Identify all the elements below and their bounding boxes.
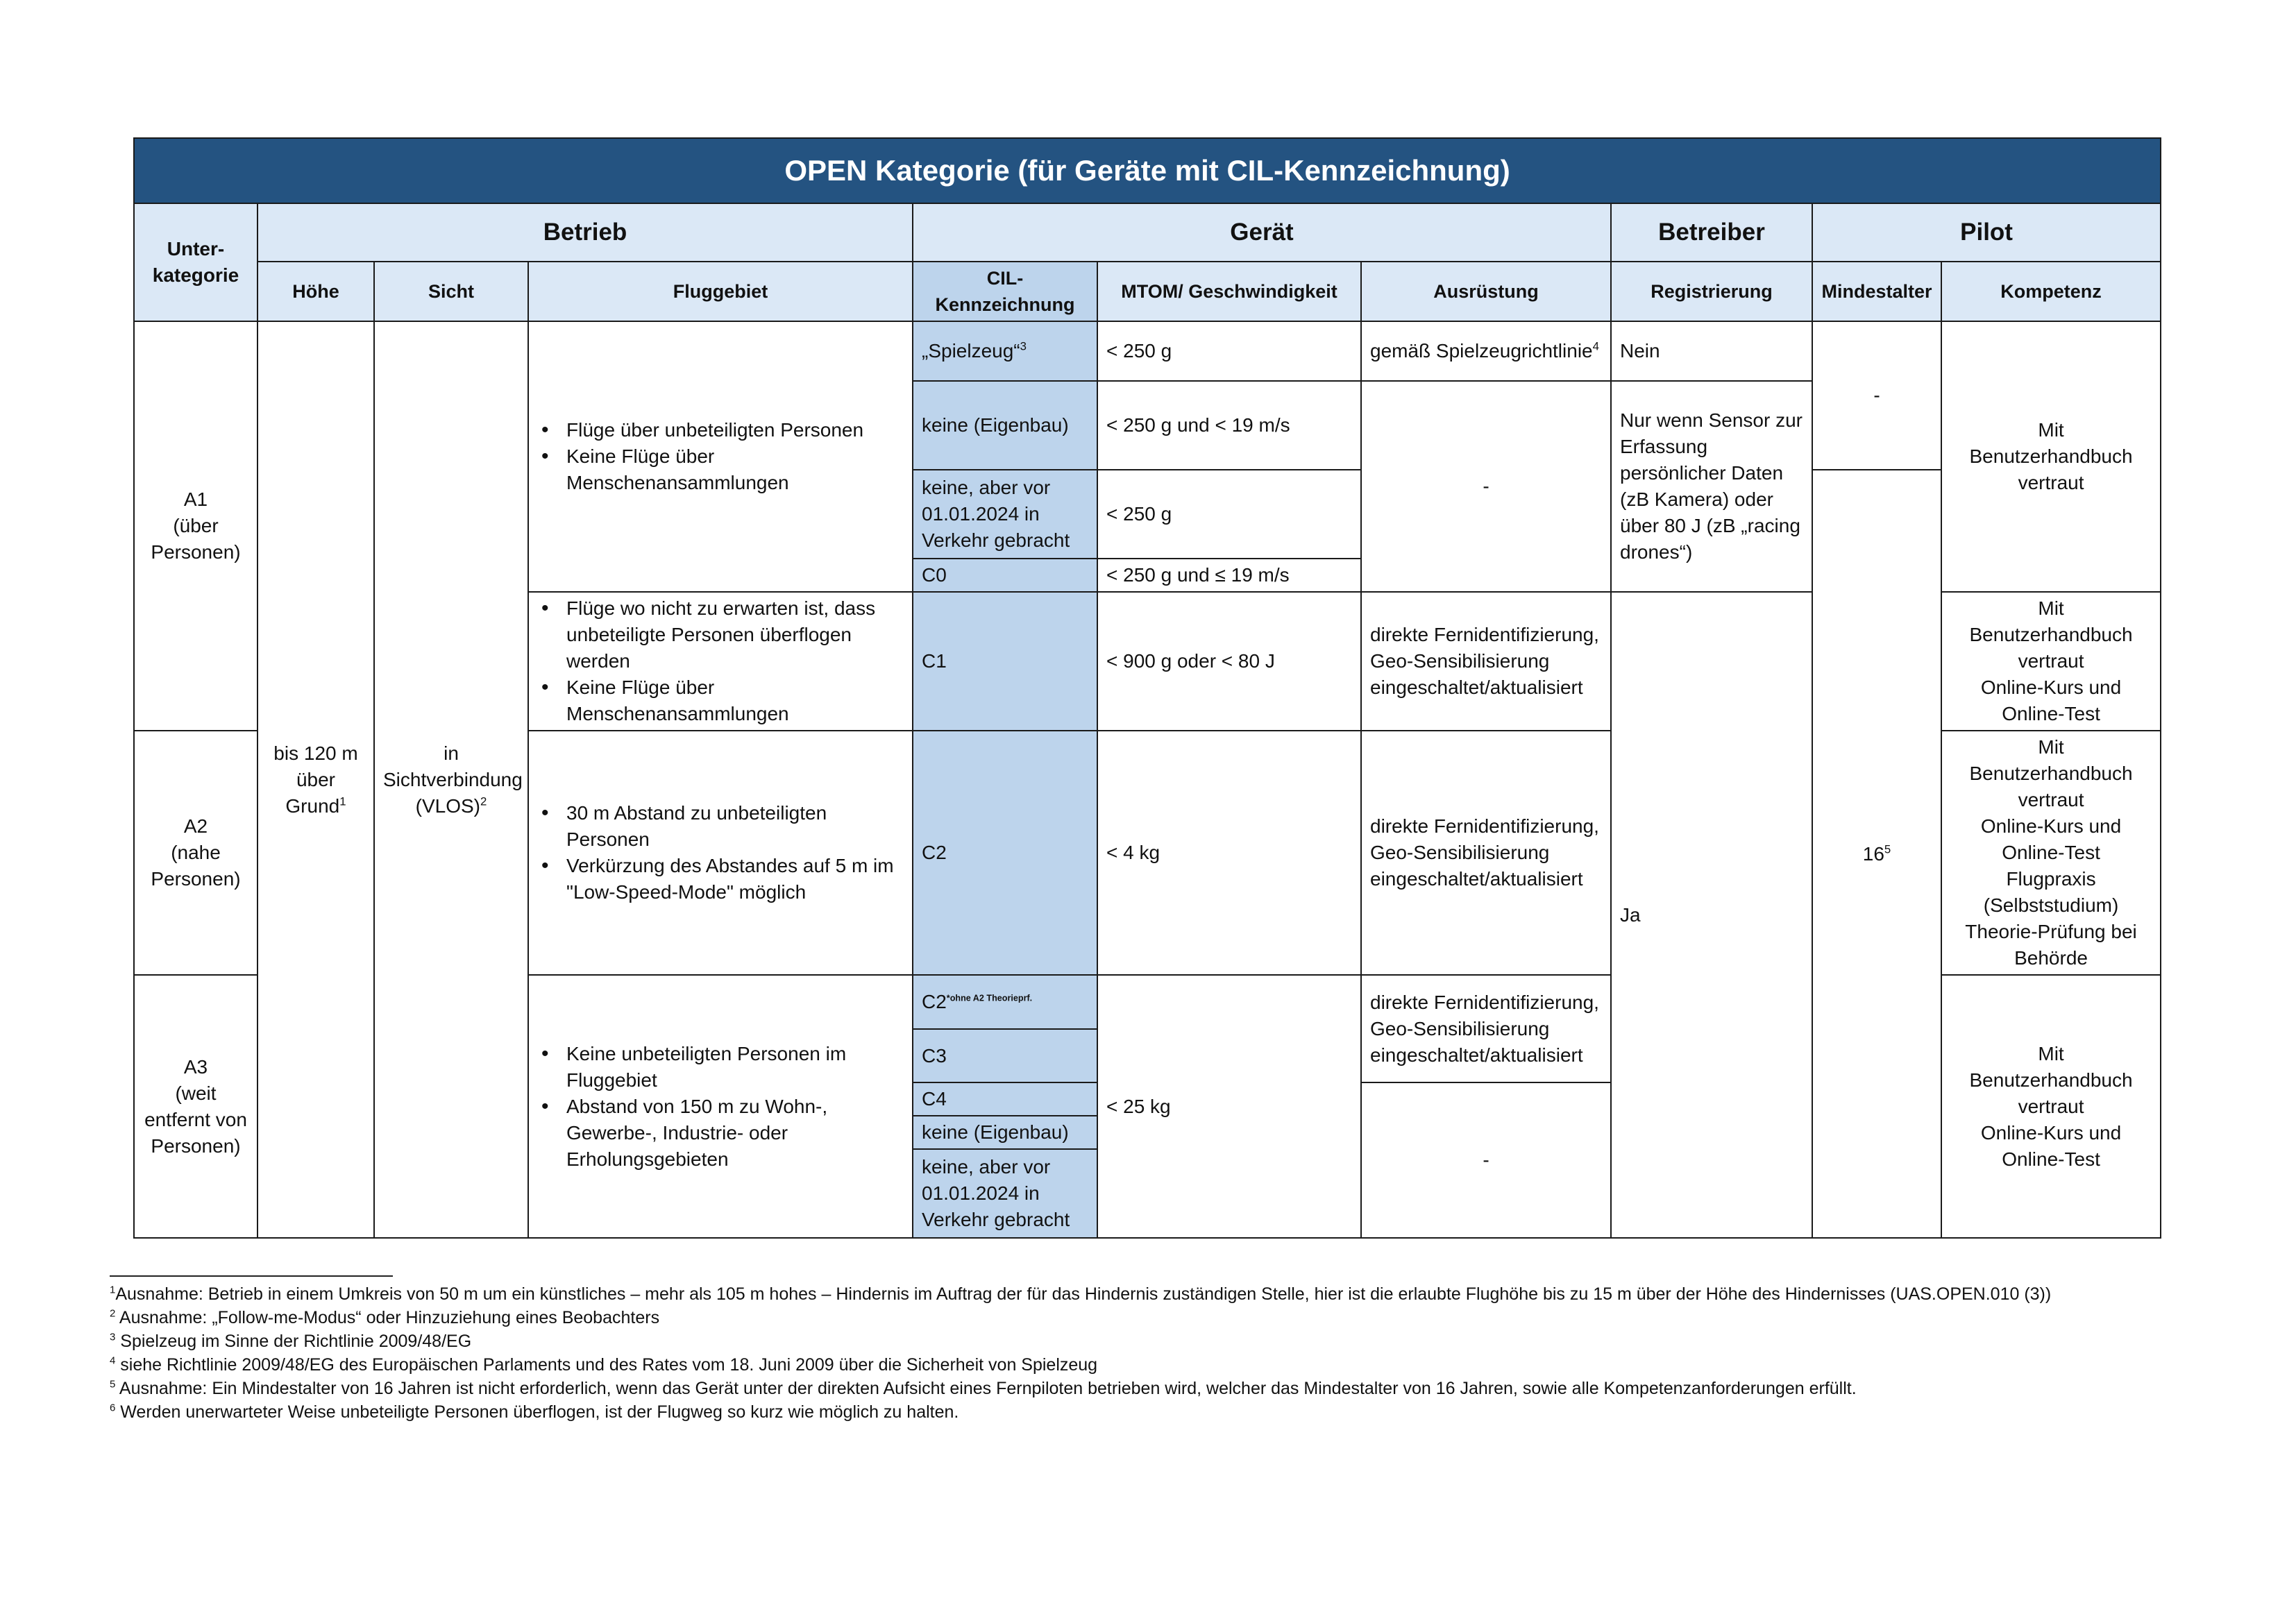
subcategory-a1-desc: (über Personen) xyxy=(151,515,241,563)
kompetenz-line: vertraut xyxy=(2018,789,2084,810)
header-betreiber: Betreiber xyxy=(1611,203,1812,262)
mtom-eigenbau: < 250 g und < 19 m/s xyxy=(1097,381,1361,470)
hoehe-value xyxy=(258,321,374,1238)
sicht-footnote-mark: 2 xyxy=(480,794,487,808)
subcategory-a3-desc: (weit entfernt von Personen) xyxy=(144,1082,247,1157)
sicht-text: in Sichtverbindung (VLOS) xyxy=(383,742,523,817)
cil-eigenbau-a3: keine (Eigenbau) xyxy=(913,1116,1097,1149)
footnote-mark: 6 xyxy=(110,1402,116,1414)
subcategory-a2 xyxy=(134,731,258,975)
kompetenz-line: vertraut xyxy=(2018,650,2084,672)
subcategory-a1 xyxy=(134,321,258,731)
footnote-5 xyxy=(110,1377,2192,1400)
kompetenz-line: Online-Kurs und xyxy=(1980,677,2122,698)
mtom-spielzeug: < 250 g xyxy=(1097,321,1361,381)
footnote-mark: 4 xyxy=(110,1354,116,1367)
col-registrierung: Registrierung xyxy=(1611,262,1812,321)
ausruestung-dash-a1: - xyxy=(1361,381,1611,592)
hoehe-text: bis 120 m über Grund xyxy=(273,742,358,817)
sicht-value xyxy=(374,321,528,1238)
cil-vor-2024-a1: keine, aber vor 01.01.2024 in Verkehr gebracht xyxy=(913,470,1097,559)
footnote-text: siehe Richtlinie 2009/48/EG des Europäischen Parlaments und des Rates vom 18. Juni 2009 über die Sicherheit von Spielzeug xyxy=(115,1355,1098,1375)
footnote-4 xyxy=(110,1353,2192,1377)
cil-c2-a3-text: C2 xyxy=(922,991,947,1012)
mtom-c0: < 250 g und ≤ 19 m/s xyxy=(1097,559,1361,592)
kompetenz-a3 xyxy=(1941,975,2161,1238)
footnote-text: Spielzeug im Sinne der Richtlinie 2009/48/EG xyxy=(115,1332,472,1351)
kompetenz-a1-2 xyxy=(1941,592,2161,731)
list-item: • Flüge wo nicht zu erwarten ist, dass unbeteiligte Personen überflogen werden xyxy=(566,595,904,674)
ausruestung-c1: direkte Fernidentifizierung, Geo-Sensibilisierung eingeschaltet/aktualisiert xyxy=(1361,592,1611,731)
cil-eigenbau: keine (Eigenbau) xyxy=(913,381,1097,470)
fluggebiet-a3 xyxy=(528,975,913,1238)
header-betrieb: Betrieb xyxy=(258,203,913,262)
footnote-mark: 5 xyxy=(110,1378,116,1391)
kompetenz-line: Theorie-Prüfung bei xyxy=(1965,921,2137,942)
registrierung-ja: Ja xyxy=(1611,592,1812,1238)
header-geraet: Gerät xyxy=(913,203,1611,262)
mindestalter-dash: - xyxy=(1812,321,1941,470)
kompetenz-line: Online-Test xyxy=(2002,703,2100,724)
mtom-a3: < 25 kg xyxy=(1097,975,1361,1238)
kompetenz-line: vertraut xyxy=(2018,1095,2084,1117)
col-cil: CIL-Kennzeichnung xyxy=(913,262,1097,321)
col-kompetenz: Kompetenz xyxy=(1941,262,2161,321)
kompetenz-line: Behörde xyxy=(2014,947,2088,969)
ausruestung-spielzeug xyxy=(1361,321,1611,381)
list-item: • Keine Flüge über Menschenansammlungen xyxy=(566,443,904,496)
kompetenz-line: (Selbststudium) xyxy=(1983,894,2119,916)
mtom-c1: < 900 g oder < 80 J xyxy=(1097,592,1361,731)
cil-c0: C0 xyxy=(913,559,1097,592)
footnote-divider xyxy=(110,1275,393,1277)
subcategory-a2-desc: (nahe Personen) xyxy=(151,842,241,890)
mindestalter-16-text: 16 xyxy=(1862,842,1884,865)
footnote-text: Ausnahme: Ein Mindestalter von 16 Jahren ist nicht erforderlich, wenn das Gerät unter der direkten Aufsicht eines Fernpiloten betrieben wird, welcher das Mindestalter von 16 Jahren, sowie alle Kompetenzanforderungen erfüllt. xyxy=(115,1379,1857,1398)
cil-c1: C1 xyxy=(913,592,1097,731)
cil-c2-a3-note: *ohne A2 Theorieprf. xyxy=(946,993,1033,1003)
kompetenz-line: Online-Test xyxy=(2002,1148,2100,1170)
mtom-c2: < 4 kg xyxy=(1097,731,1361,975)
kompetenz-line: Mit xyxy=(2038,419,2064,441)
fluggebiet-a1-1 xyxy=(528,321,913,592)
kompetenz-line: Benutzerhandbuch xyxy=(1969,445,2133,467)
kompetenz-a1-1 xyxy=(1941,321,2161,592)
subcategory-a2-label: A2 xyxy=(183,815,208,837)
cil-c3: C3 xyxy=(913,1029,1097,1082)
ausruestung-a3: direkte Fernidentifizierung, Geo-Sensibilisierung eingeschaltet/aktualisiert xyxy=(1361,975,1611,1082)
header-pilot: Pilot xyxy=(1812,203,2161,262)
cil-spielzeug-text: „Spielzeug“ xyxy=(922,340,1020,362)
footnote-2 xyxy=(110,1306,2192,1329)
col-mtom: MTOM/ Geschwindigkeit xyxy=(1097,262,1361,321)
col-ausruestung: Ausrüstung xyxy=(1361,262,1611,321)
kompetenz-line: Benutzerhandbuch xyxy=(1969,624,2133,645)
cil-vor-2024-a3: keine, aber vor 01.01.2024 in Verkehr gebracht xyxy=(913,1149,1097,1238)
footnote-text: Werden unerwarteter Weise unbeteiligte Personen überflogen, ist der Flugweg so kurz wie möglich zu halten. xyxy=(115,1402,959,1422)
cil-spielzeug xyxy=(913,321,1097,381)
table-title: OPEN Kategorie (für Geräte mit CIL-Kennzeichnung) xyxy=(134,138,2161,203)
kompetenz-line: Online-Kurs und xyxy=(1980,815,2122,837)
list-item: • Keine Flüge über Menschenansammlungen xyxy=(566,674,904,727)
list-item: • Abstand von 150 m zu Wohn-, Gewerbe-, Industrie- oder Erholungsgebieten xyxy=(566,1094,904,1173)
footnote-mark: 2 xyxy=(110,1307,116,1320)
subcategory-a1-label: A1 xyxy=(183,488,208,510)
cil-c4: C4 xyxy=(913,1082,1097,1116)
header-unterkategorie-text: Unter-kategorie xyxy=(152,238,239,286)
mindestalter-footnote-mark: 5 xyxy=(1884,842,1891,856)
footnote-3 xyxy=(110,1329,2192,1353)
subcategory-a3-label: A3 xyxy=(183,1055,208,1078)
mindestalter-16 xyxy=(1812,470,1941,1238)
kompetenz-a2 xyxy=(1941,731,2161,975)
hoehe-footnote-mark: 1 xyxy=(339,794,346,808)
ausruestung-dash-a3: - xyxy=(1361,1082,1611,1238)
registrierung-sensor: Nur wenn Sensor zur Erfassung persönlicher Daten (zB Kamera) oder über 80 J (zB „racing drones“) xyxy=(1611,381,1812,592)
kompetenz-line: Mit xyxy=(2038,1042,2064,1064)
footnote-1 xyxy=(110,1282,2192,1306)
kompetenz-line: Online-Kurs und xyxy=(1980,1121,2122,1144)
ausruestung-c2: direkte Fernidentifizierung, Geo-Sensibilisierung eingeschaltet/aktualisiert xyxy=(1361,731,1611,975)
ausruestung-spielzeug-mark: 4 xyxy=(1592,339,1599,353)
col-mindestalter: Mindestalter xyxy=(1812,262,1941,321)
col-sicht: Sicht xyxy=(374,262,528,321)
list-item: • Verkürzung des Abstandes auf 5 m im "Low-Speed-Mode" möglich xyxy=(566,853,904,906)
list-item: • 30 m Abstand zu unbeteiligten Personen xyxy=(566,800,904,853)
list-item: • Flüge über unbeteiligten Personen xyxy=(566,417,904,443)
cil-spielzeug-mark: 3 xyxy=(1020,339,1027,353)
col-fluggebiet: Fluggebiet xyxy=(528,262,913,321)
open-category-table xyxy=(133,137,2161,1239)
registrierung-nein: Nein xyxy=(1611,321,1812,381)
footnote-6 xyxy=(110,1400,2192,1424)
fluggebiet-a1-2 xyxy=(528,592,913,731)
col-hoehe: Höhe xyxy=(258,262,374,321)
kompetenz-line: Flugpraxis xyxy=(2006,868,2096,890)
footnote-text: Ausnahme: Betrieb in einem Umkreis von 50 m um ein künstliches – mehr als 105 m hohes – Hindernis im Auftrag der für das Hindernis zuständigen Stelle, hier ist die erlaubte Flughöhe bis zu 15 m über der Höhe des Hindernisses (UAS.OPEN.010 (3)) xyxy=(115,1284,2052,1304)
footnote-mark: 1 xyxy=(110,1284,116,1296)
kompetenz-line: Online-Test xyxy=(2002,842,2100,863)
kompetenz-line: Mit xyxy=(2038,736,2064,758)
footnote-text: Ausnahme: „Follow-me-Modus“ oder Hinzuziehung eines Beobachters xyxy=(115,1308,660,1327)
kompetenz-line: Benutzerhandbuch xyxy=(1969,763,2133,784)
mtom-vor-2024-a1: < 250 g xyxy=(1097,470,1361,559)
footnotes xyxy=(110,1282,2192,1424)
fluggebiet-a2 xyxy=(528,731,913,975)
cil-c2: C2 xyxy=(913,731,1097,975)
subcategory-a3 xyxy=(134,975,258,1238)
footnote-mark: 3 xyxy=(110,1331,116,1343)
kompetenz-line: Benutzerhandbuch xyxy=(1969,1069,2133,1091)
header-unterkategorie xyxy=(134,203,258,321)
cil-c2-a3 xyxy=(913,975,1097,1029)
kompetenz-line: vertraut xyxy=(2018,472,2084,493)
list-item: • Keine unbeteiligten Personen im Fluggebiet xyxy=(566,1041,904,1094)
kompetenz-line: Mit xyxy=(2038,597,2064,619)
ausruestung-spielzeug-text: gemäß Spielzeugrichtlinie xyxy=(1370,340,1593,362)
